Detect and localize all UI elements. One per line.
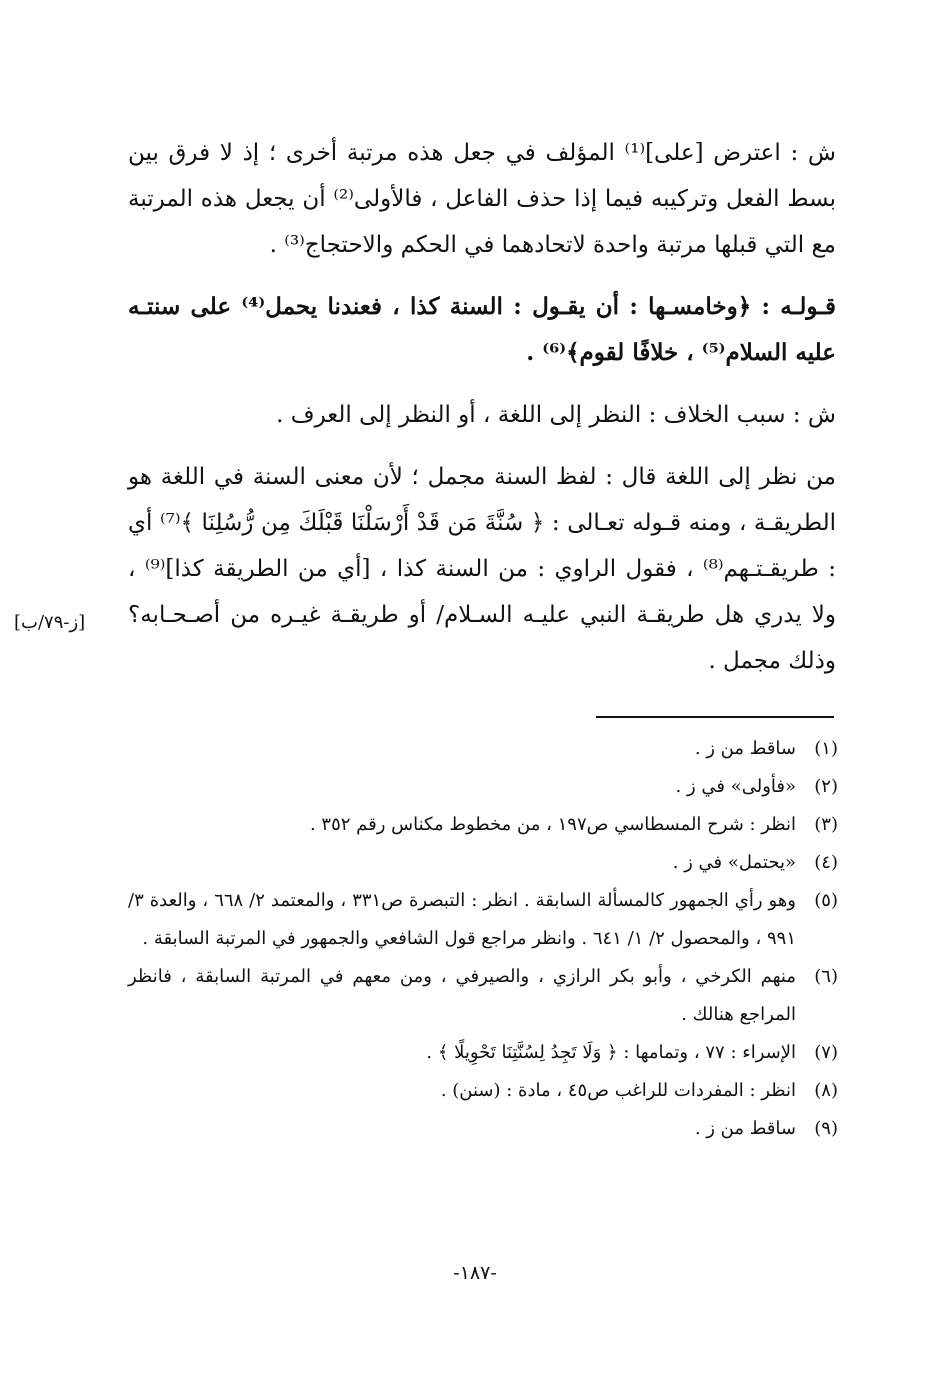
footnote-number: (٩): [814, 1118, 838, 1139]
footnote-text: انظر : شرح المسطاسي ص١٩٧ ، من مخطوط مكناس رقم ٣٥٢ .: [309, 814, 796, 835]
paragraph-commentary-2: ش : سبب الخلاف : النظر إلى اللغة ، أو النظر إلى العرف .: [276, 402, 836, 428]
footnote: [128, 882, 838, 958]
main-text: [128, 130, 836, 694]
footnote-text: منهم الكرخي ، وأبو بكر الرازي ، والصيرفي ، ومن معهم في المرتبة السابقة ، فانظر المراجع هنالك .: [128, 966, 796, 1025]
footnote-text: «يحتمل» في ز .: [672, 852, 796, 873]
footnote-text: انظر : المفردات للراغب ص٤٥ ، مادة : (سنن) .: [440, 1080, 796, 1101]
footnote: [128, 844, 838, 882]
footnote: [128, 958, 838, 1034]
footnote: [128, 1034, 838, 1072]
footnote-number: (١): [814, 738, 838, 759]
footnote-text: ساقط من ز .: [694, 1118, 796, 1139]
footnote-number: (٢): [814, 776, 838, 797]
footnote-number: (٦): [814, 966, 838, 987]
footnote: [128, 730, 838, 768]
paragraph-commentary-3: من نظر إلى اللغة قال : لفظ السنة مجمل ؛ لأن معنى السنة في اللغة هو الطريقـة ، ومنه قـوله تعـالى : ﴿ سُنَّةَ مَن قَدْ أَرْسَلْنَا قَبْلَكَ مِن رُّسُلِنَا ﴾⁽⁷⁾ أي : طريقـتـهم⁽⁸⁾ ، فقول الراوي : من السنة كذا ، [أي من الطريقة كذا]⁽⁹⁾ ، ولا يدري هل طريقـة النبي عليـه السـلام/ أو طريقـة غيـره من أصـحـابه؟ وذلك مجمل .: [128, 464, 836, 674]
footnote-text: وهو رأي الجمهور كالمسألة السابقة . انظر : التبصرة ص٣٣١ ، والمعتمد ٢/ ٦٦٨ ، والعدة ٣/ ٩٩١ ، والمحصول ٢/ ١/ ٦٤١ . وانظر مراجع قول الشافعي والجمهور في المرتبة السابقة .: [128, 890, 796, 949]
footnote-separator: [596, 716, 834, 718]
paragraph-commentary-1: ش : اعترض [على]⁽¹⁾ المؤلف في جعل هذه مرتبة أخرى ؛ إذ لا فرق بين بسط الفعل وتركيبه فيما إذا حذف الفاعل ، فالأولى⁽²⁾ أن يجعل هذه المرتبة مع التي قبلها مرتبة واحدة لاتحادهما في الحكم والاحتجاج⁽³⁾ .: [128, 140, 837, 258]
footnote-number: (٧): [814, 1042, 838, 1063]
paragraph-quote: قـولـه : ﴿وخامسـها : أن يقـول : السنة كذا ، فعندنا يحمل⁽⁴⁾ على سنتـه عليه السلام⁽⁵⁾ ، خلافًا لقوم﴾⁽⁶⁾ .: [128, 293, 836, 366]
footnote-number: (٤): [814, 852, 838, 873]
footnote-text: الإسراء : ٧٧ ، وتمامها : ﴿ وَلَا تَجِدُ لِسُنَّتِنَا تَحْوِيلًا ﴾ .: [426, 1042, 796, 1063]
footnote-number: (٨): [814, 1080, 838, 1101]
footnotes: [128, 730, 838, 1148]
footnote-text: ساقط من ز .: [694, 738, 796, 759]
footnote-number: (٥): [814, 890, 838, 911]
manuscript-margin-reference: [ز-٧٩/ب]: [14, 612, 86, 633]
footnote-number: (٣): [814, 814, 838, 835]
footnote: [128, 806, 838, 844]
footnote-text: «فأولى» في ز .: [675, 776, 796, 797]
page-number: -١٨٧-: [453, 1262, 497, 1284]
footnote: [128, 1110, 838, 1148]
footnote: [128, 768, 838, 806]
footnote: [128, 1072, 838, 1110]
